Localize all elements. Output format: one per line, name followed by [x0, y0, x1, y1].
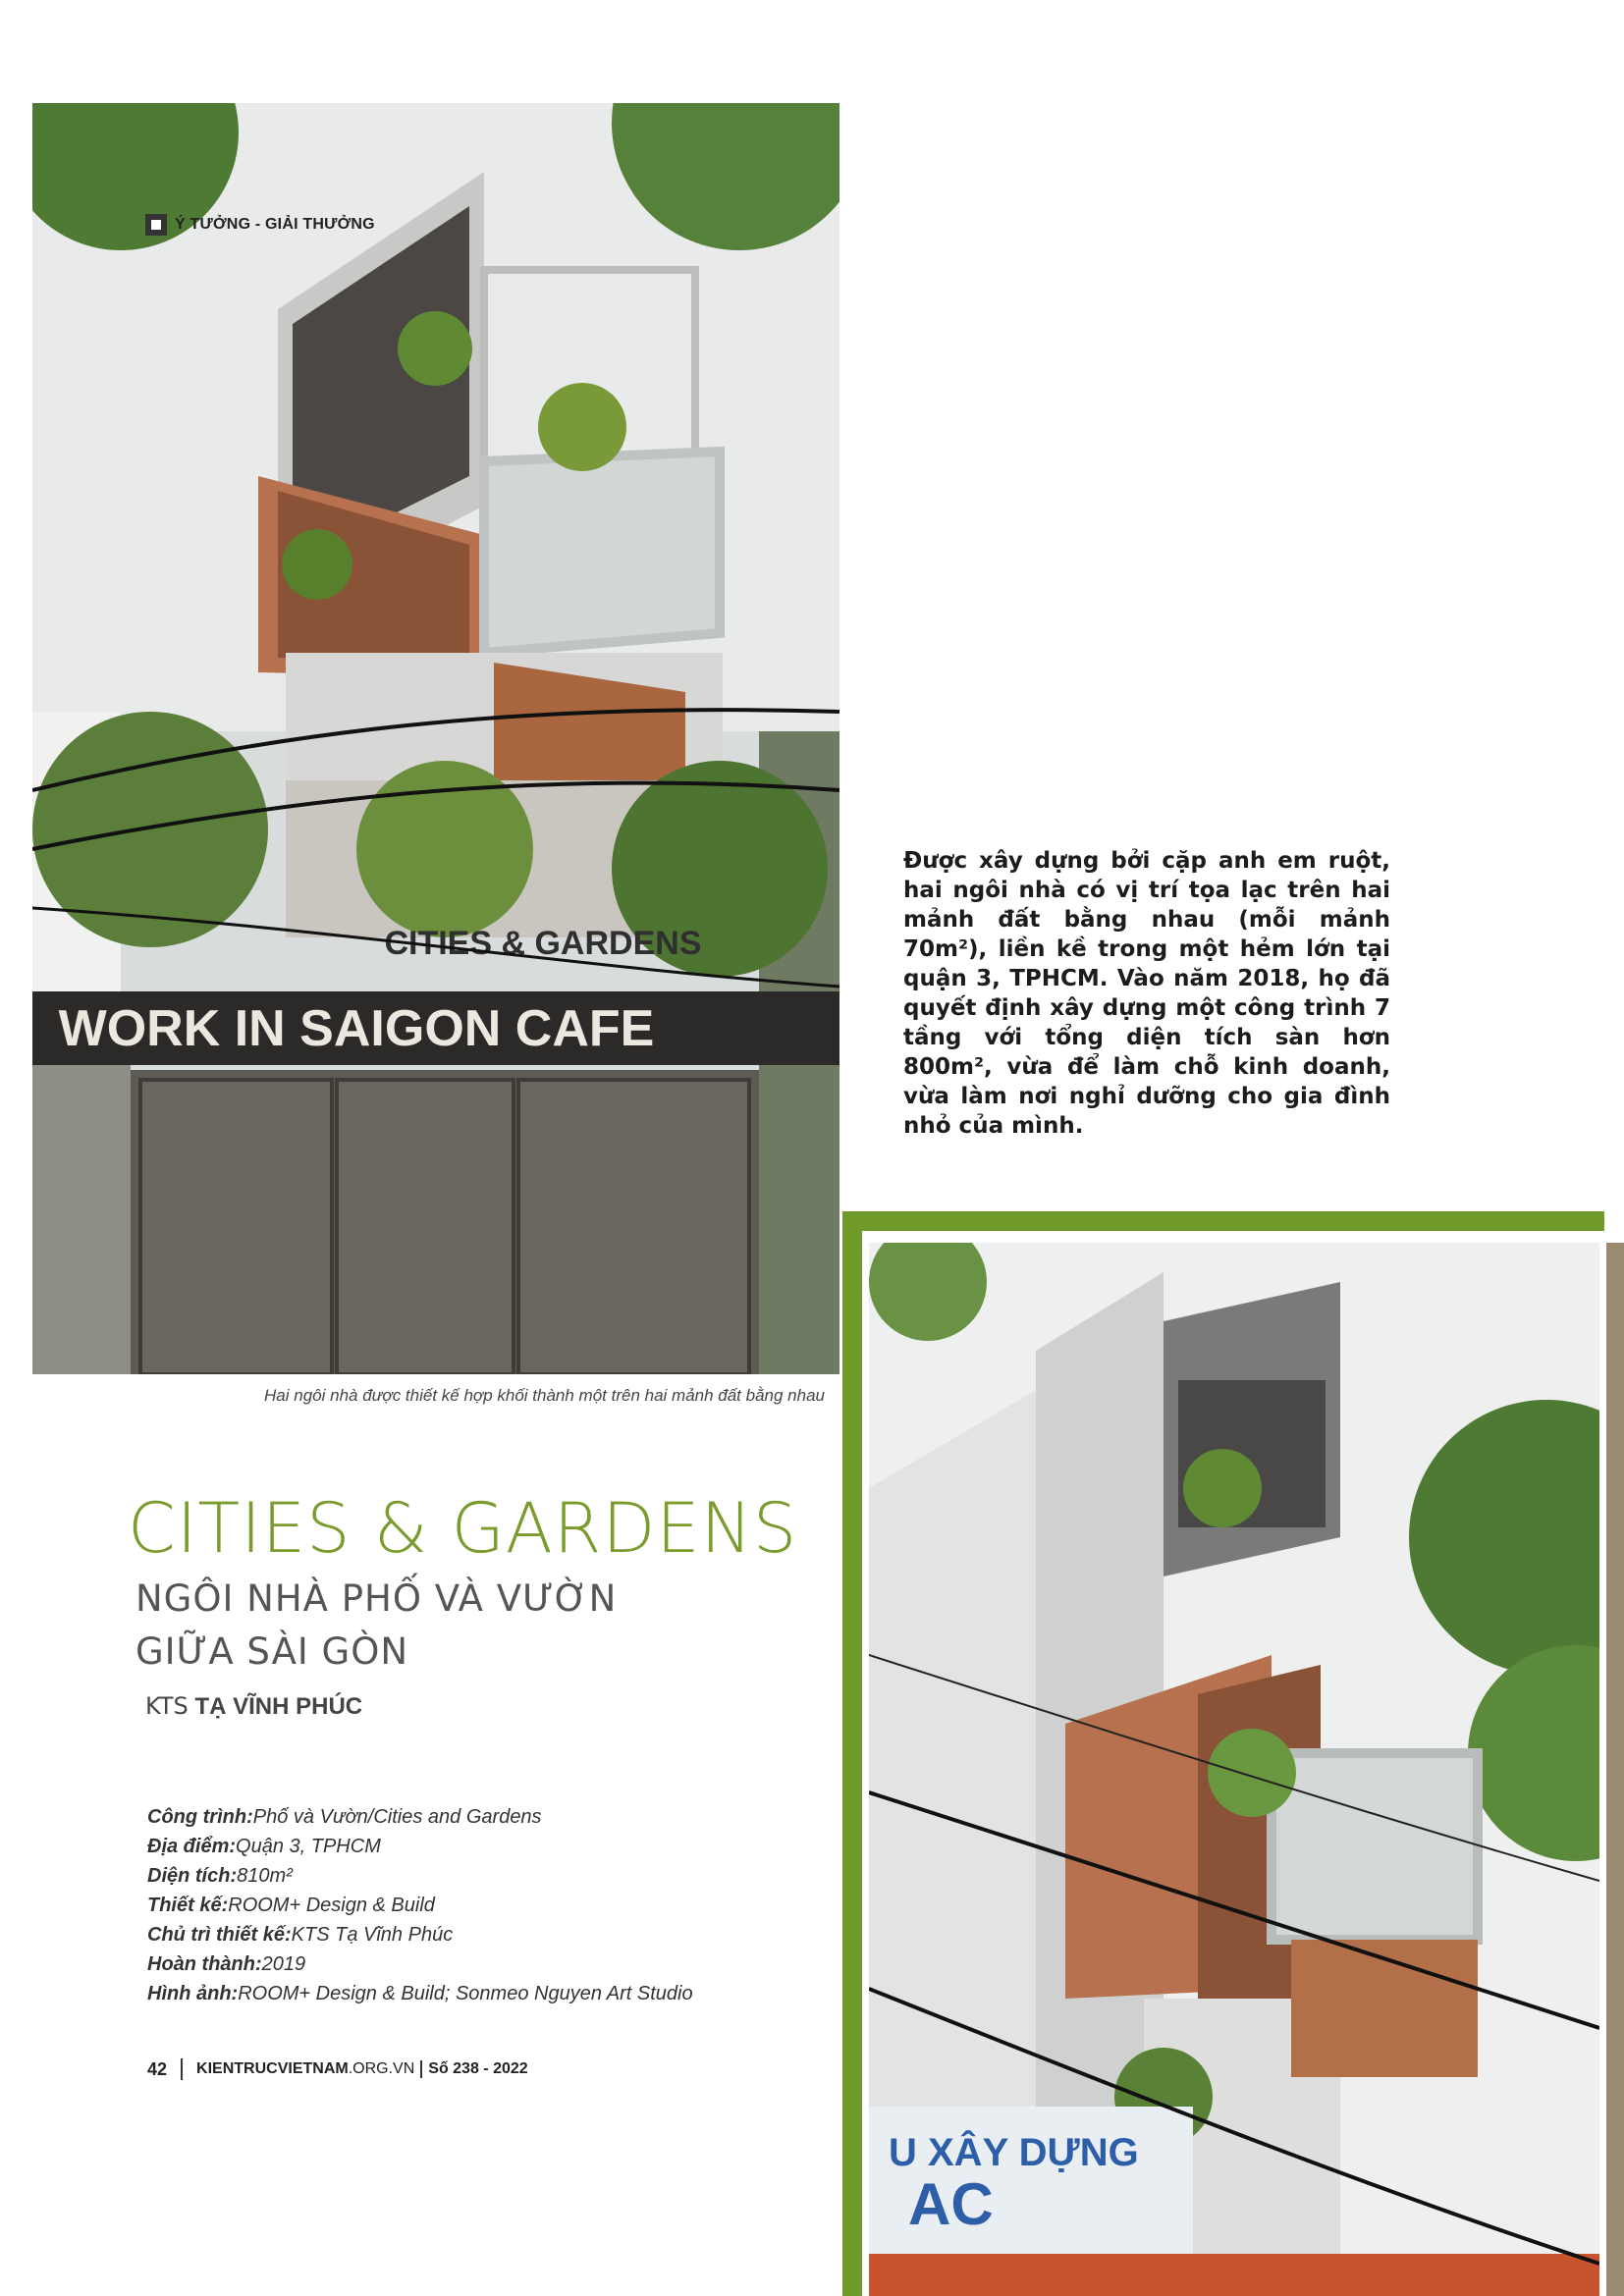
credit-value: ROOM+ Design & Build: [228, 1895, 435, 1916]
credit-row: [147, 1920, 693, 1949]
footer-site: [196, 2060, 414, 2078]
credit-row: [147, 1802, 693, 1832]
building-photo-side: [869, 1243, 1599, 2296]
storefront-sign-text-1: U XÂY DỰNG: [889, 2131, 1139, 2174]
site-name-bold: KIENTRUCVIETNAM: [196, 2060, 349, 2077]
credit-row: [147, 1861, 693, 1891]
credit-value: 810m²: [237, 1865, 293, 1887]
article-title: CITIES & GARDENS: [128, 1488, 798, 1569]
site-domain: .ORG.VN: [348, 2060, 415, 2077]
green-frame-top: [842, 1211, 1604, 1231]
credit-value: KTS Tạ Vĩnh Phúc: [291, 1924, 454, 1946]
credit-value: Phố và Vườn/Cities and Gardens: [252, 1806, 542, 1828]
credit-row: [147, 1979, 693, 2008]
cafe-sign-text: WORK IN SAIGON CAFE: [58, 1000, 655, 1057]
credit-label: Địa điểm:: [147, 1836, 237, 1857]
credit-label: Hình ảnh:: [147, 1983, 239, 2004]
page-footer: [147, 2058, 528, 2080]
adjacent-photo-strip: [1606, 1243, 1624, 2296]
credit-value: ROOM+ Design & Build; Sonmeo Nguyen Art Studio: [238, 1983, 693, 2004]
credit-row: [147, 1949, 693, 1979]
credit-label: Diện tích:: [147, 1865, 238, 1887]
storefront-sign-text-2: AC: [908, 2171, 994, 2237]
credit-label: Công trình:: [147, 1806, 253, 1828]
credit-value: Quận 3, TPHCM: [236, 1836, 381, 1857]
author-prefix: KTS: [145, 1692, 189, 1720]
page-number: 42: [147, 2058, 168, 2079]
subtitle-line-2: GIỮA SÀI GÒN: [135, 1630, 409, 1673]
building-photo-front: [32, 103, 839, 1374]
credit-label: Thiết kế:: [147, 1895, 229, 1916]
credit-row: [147, 1891, 693, 1920]
issue-number: Số 238 - 2022: [420, 2060, 527, 2078]
credit-value: 2019: [261, 1953, 306, 1975]
author-name: TẠ VĨNH PHÚC: [194, 1693, 363, 1720]
credit-label: Hoàn thành:: [147, 1953, 262, 1975]
building-photo-side-illustration: [869, 1243, 1599, 2296]
photo-caption: Hai ngôi nhà được thiết kế hợp khối thành một trên hai mảnh đất bằng nhau: [264, 1386, 825, 1405]
credit-label: Chủ trì thiết kế:: [147, 1924, 292, 1946]
building-photo-front-illustration: [32, 103, 839, 1374]
green-frame-left: [842, 1211, 862, 2296]
project-credits: [147, 1802, 693, 2008]
intro-paragraph: Được xây dựng bởi cặp anh em ruột, hai ngôi nhà có vị trí tọa lạc trên hai mảnh đất bằng nhau (mỗi mảnh 70m²), liền kề trong một hẻm lớn tại quận 3, TPHCM. Vào năm 2018, họ đã quyết định xây dựng một công trình 7 tầng với tổng diện tích sàn hơn 800m², vừa để làm chỗ kinh doanh, vừa làm nơi nghỉ dưỡng cho gia đình nhỏ của mình.: [903, 848, 1390, 1139]
subtitle-line-1: NGÔI NHÀ PHỐ VÀ VƯỜN: [135, 1577, 618, 1620]
article-subtitle: [135, 1573, 823, 1679]
credit-row: [147, 1832, 693, 1861]
upper-sign-text: CITIES & GARDENS: [384, 925, 702, 962]
author-byline: [145, 1692, 362, 1721]
section-header: Ý TƯỞNG - GIẢI THƯỞNG: [175, 216, 375, 233]
footer-divider: [181, 2058, 183, 2080]
